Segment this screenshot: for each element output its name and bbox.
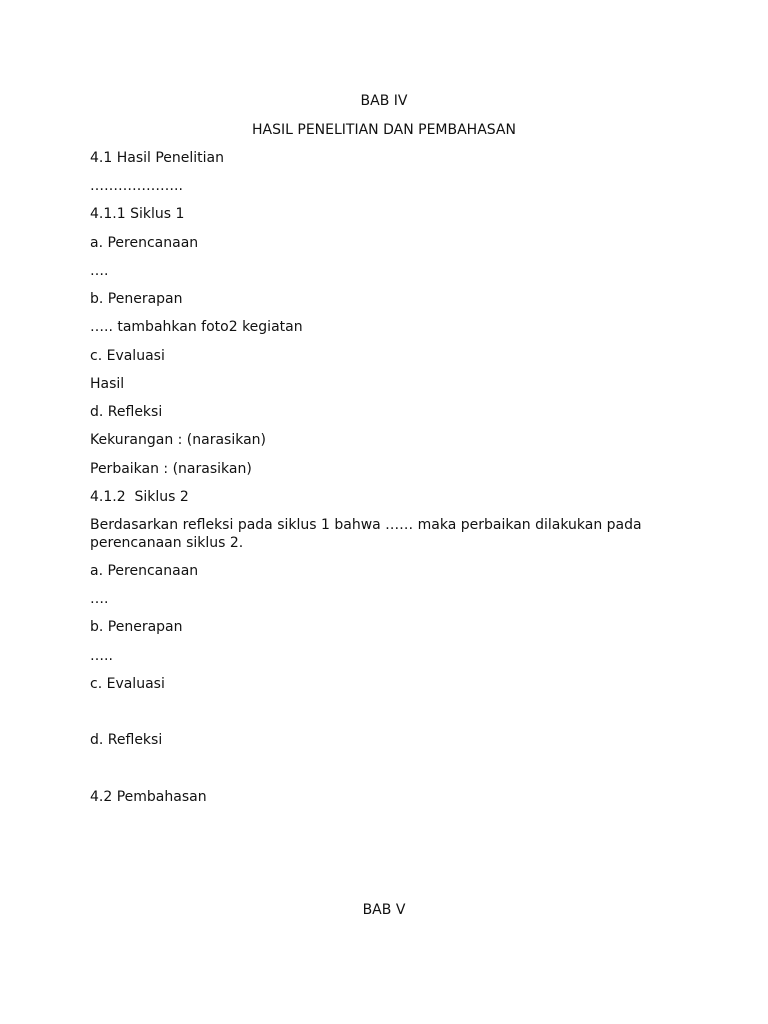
- section-4-1-heading: 4.1 Hasil Penelitian: [90, 150, 224, 166]
- section-4-2-heading: 4.2 Pembahasan: [90, 789, 207, 805]
- cycle1-implementation-heading: b. Penerapan: [90, 291, 183, 307]
- cycle1-evaluation-text: Hasil: [90, 376, 125, 392]
- chapter-iv-label: BAB IV: [360, 93, 408, 109]
- cycle1-implementation-text: ….. tambahkan foto2 kegiatan: [90, 319, 303, 335]
- cycle2-implementation-text: …..: [90, 648, 113, 664]
- cycle1-reflection-improvements: Perbaikan : (narasikan): [90, 461, 252, 477]
- cycle2-implementation-heading: b. Penerapan: [90, 619, 183, 635]
- chapter-iv-title: HASIL PENELITIAN DAN PEMBAHASAN: [252, 122, 516, 138]
- cycle2-reflection-heading: d. Refleksi: [90, 732, 163, 748]
- cycle1-reflection-shortcomings: Kekurangan : (narasikan): [90, 432, 267, 448]
- cycle2-heading: 4.1.2 Siklus 2: [90, 489, 189, 505]
- cycle2-evaluation-heading: c. Evaluasi: [90, 676, 165, 692]
- cycle1-evaluation-heading: c. Evaluasi: [90, 348, 165, 364]
- cycle1-reflection-heading: d. Refleksi: [90, 404, 163, 420]
- section-4-1-placeholder: ………………..: [90, 178, 183, 194]
- cycle2-intro-paragraph: Berdasarkan refleksi pada siklus 1 bahwa …… maka perbaikan dilakukan pada perencanaan siklus 2.: [90, 517, 642, 551]
- cycle1-planning-heading: a. Perencanaan: [90, 235, 199, 251]
- chapter-v-label: BAB V: [362, 902, 406, 918]
- cycle1-planning-text: ….: [90, 263, 109, 279]
- cycle1-heading: 4.1.1 Siklus 1: [90, 206, 185, 222]
- cycle2-planning-heading: a. Perencanaan: [90, 563, 199, 579]
- cycle2-planning-text: ….: [90, 591, 109, 607]
